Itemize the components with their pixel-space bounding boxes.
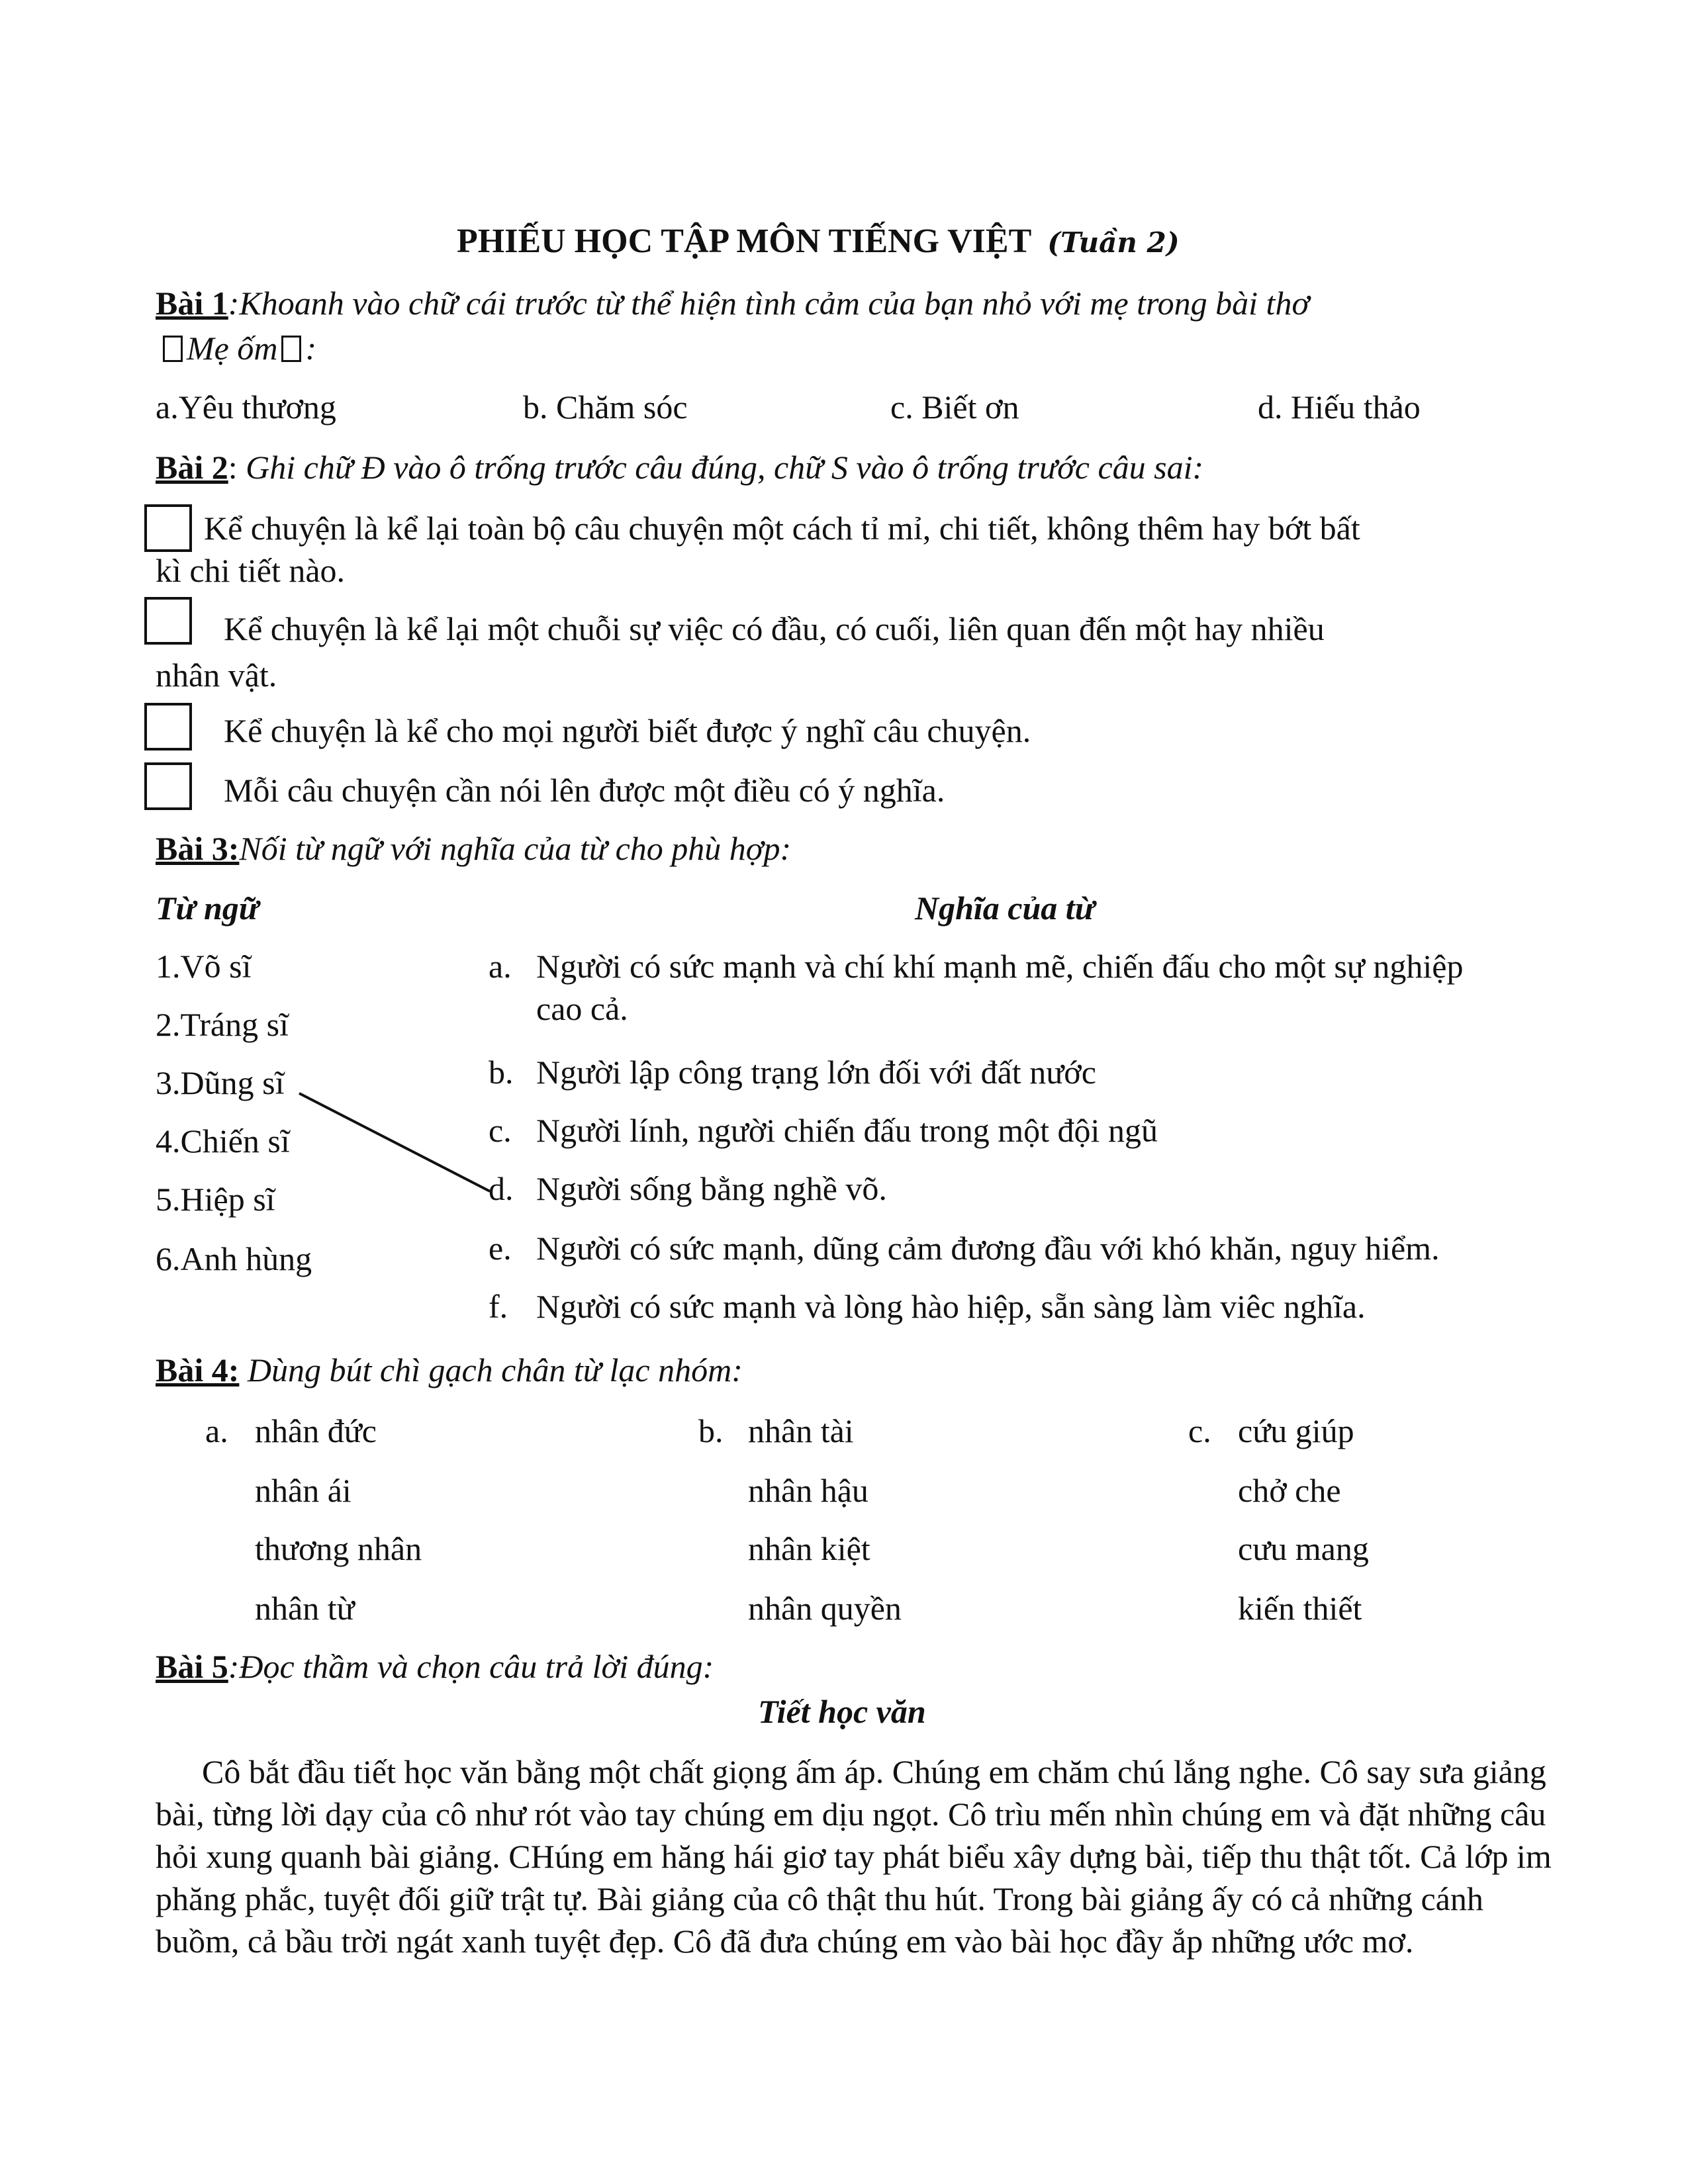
bai1-option-a[interactable]: a.Yêu thương: [156, 388, 336, 426]
group-b-word-4[interactable]: nhân quyền: [748, 1590, 902, 1627]
group-c-letter: c.: [1188, 1412, 1211, 1449]
bai1-prompt: Bài 1:Khoanh vào chữ cái trước từ thể hiện tình cảm của bạn nhỏ với mẹ trong bài thơ: [156, 285, 1310, 322]
group-c-word-3[interactable]: cưu mang: [1238, 1530, 1369, 1567]
meaning-e-letter: e.: [489, 1230, 512, 1267]
bai2-prompt: Bài 2: Ghi chữ Đ vào ô trống trước câu đúng, chữ S vào ô trống trước câu sai:: [156, 449, 1204, 486]
bai2-item-1-line2: kì chi tiết nào.: [156, 552, 346, 589]
bai5-label: Bài 5: [156, 1648, 228, 1685]
meaning-b-letter: b.: [489, 1054, 514, 1091]
bai1-label: Bài 1: [156, 285, 228, 322]
group-a-word-3[interactable]: thương nhân: [255, 1530, 422, 1567]
group-c-word-4[interactable]: kiến thiết: [1238, 1590, 1362, 1627]
bai1-poem-line: Mẹ ốm :: [159, 328, 316, 368]
meaning-b-line1[interactable]: Người lập công trạng lớn đối với đất nước: [536, 1054, 1096, 1091]
meaning-f-line1[interactable]: Người có sức mạnh và lòng hào hiệp, sẵn sàng làm viêc nghĩa.: [536, 1288, 1366, 1325]
bai1-option-d[interactable]: d. Hiếu thảo: [1258, 388, 1421, 426]
bai3-prompt: Bài 3:Nối từ ngữ với nghĩa của từ cho phù hợp:: [156, 830, 792, 867]
bai2-item-3-line1: Kể chuyện là kể cho mọi người biết được ý nghĩ câu chuyện.: [224, 712, 1031, 749]
group-b-word-2[interactable]: nhân hậu: [748, 1472, 868, 1509]
bai5-prompt: Bài 5:Đọc thầm và chọn câu trả lời đúng:: [156, 1648, 714, 1685]
group-b-letter: b.: [698, 1412, 724, 1449]
bai4-prompt: Bài 4: Dùng bút chì gạch chân từ lạc nhóm:: [156, 1351, 743, 1388]
group-a-letter: a.: [205, 1412, 228, 1449]
group-b-word-3[interactable]: nhân kiệt: [748, 1530, 870, 1567]
bai2-label: Bài 2: [156, 449, 228, 486]
meaning-a-letter: a.: [489, 948, 512, 985]
story-paragraph: Cô bắt đầu tiết học văn bằng một chất giọng ấm áp. Chúng em chăm chú lắng nghe. Cô say sưa giảng bài, từng lời dạy của cô như rót vào tay chúng em dịu ngọt. Cô trìu mến nhìn chúng em và đặt những câu hỏi xung quanh bài giảng. CHúng em hăng hái giơ tay phát biểu xây dựng bài, tiếp thu thật tốt. Cả lớp im phăng phắc, tuyệt đối giữ trật tự. Bài giảng của cô thật thu hút. Trong bài giảng ấy có cả những cánh buồm, cả bầu trời ngát xanh tuyệt đẹp. Cô đã đưa chúng em vào bài học đầy ắp những ước mơ.: [156, 1753, 1552, 1960]
meaning-d-letter: d.: [489, 1170, 514, 1207]
bai3-col-right-header: Nghĩa của từ: [915, 889, 1095, 927]
group-b-word-1[interactable]: nhân tài: [748, 1412, 854, 1449]
meaning-d-line1[interactable]: Người sống bằng nghề võ.: [536, 1170, 887, 1207]
bai3-word-4[interactable]: 4.Chiến sĩ: [156, 1122, 290, 1160]
title-week: (Tuần 2): [1047, 226, 1180, 259]
bai2-item-1-line1: Kể chuyện là kể lại toàn bộ câu chuyện một cách tỉ mỉ, chi tiết, không thêm hay bớt bất: [204, 510, 1360, 547]
bai2-item-2-line1: Kể chuyện là kể lại một chuỗi sự việc có đầu, có cuối, liên quan đến một hay nhiều: [224, 610, 1325, 647]
story-title: Tiết học văn: [758, 1693, 926, 1730]
bai3-word-6[interactable]: 6.Anh hùng: [156, 1240, 312, 1277]
group-a-word-1[interactable]: nhân đức: [255, 1412, 377, 1449]
bai1-option-b[interactable]: b. Chăm sóc: [523, 388, 688, 426]
meaning-c-letter: c.: [489, 1112, 512, 1149]
bai2-item-2-line2: nhân vật.: [156, 657, 277, 694]
meaning-f-letter: f.: [489, 1288, 508, 1325]
meaning-a-line1[interactable]: Người có sức mạnh và chí khí mạnh mẽ, chiến đấu cho một sự nghiệp: [536, 948, 1464, 985]
group-a-word-2[interactable]: nhân ái: [255, 1472, 352, 1509]
bai2-item-4-line1: Mỗi câu chuyện cần nói lên được một điều có ý nghĩa.: [224, 772, 945, 809]
bai3-word-5[interactable]: 5.Hiệp sĩ: [156, 1181, 275, 1218]
title-main: PHIẾU HỌC TẬP MÔN TIẾNG VIỆT: [457, 222, 1032, 260]
bai3-col-left-header: Từ ngữ: [156, 889, 259, 927]
poem-name: Mẹ ốm: [187, 330, 278, 367]
meaning-c-line1[interactable]: Người lính, người chiến đấu trong một đội ngũ: [536, 1112, 1158, 1149]
bai4-label: Bài 4:: [156, 1351, 240, 1388]
group-c-word-1[interactable]: cứu giúp: [1238, 1412, 1354, 1449]
bai3-word-3[interactable]: 3.Dũng sĩ: [156, 1064, 285, 1101]
meaning-e-line1[interactable]: Người có sức mạnh, dũng cảm đương đầu với khó khăn, nguy hiểm.: [536, 1230, 1440, 1267]
bai3-word-2[interactable]: 2.Tráng sĩ: [156, 1006, 289, 1043]
bai3-label: Bài 3:: [156, 830, 240, 867]
bai1-option-c[interactable]: c. Biết ơn: [890, 388, 1019, 426]
group-a-word-4[interactable]: nhân từ: [255, 1590, 355, 1627]
meaning-a-line2: cao cả.: [536, 990, 628, 1027]
group-c-word-2[interactable]: chở che: [1238, 1472, 1341, 1509]
bai3-word-1[interactable]: 1.Võ sĩ: [156, 948, 252, 985]
